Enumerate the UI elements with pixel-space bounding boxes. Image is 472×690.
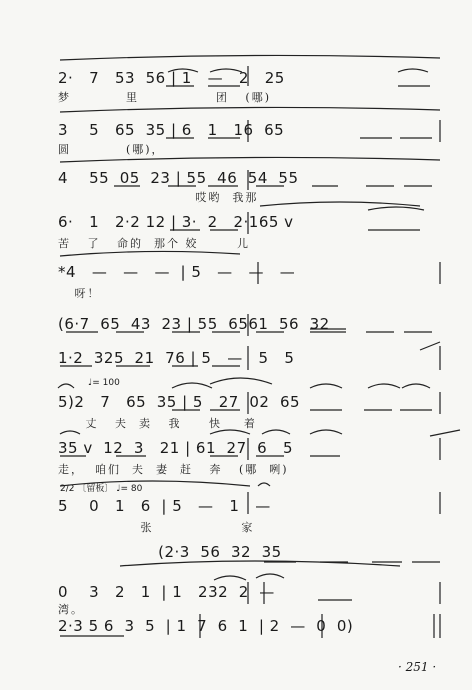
notation-line-11: (2·3 56 32 35	[58, 543, 282, 561]
lyrics-line-1: 梦 里 团 (哪)	[58, 91, 271, 104]
notation-line-5: *4 — — — | 5 — — —	[58, 263, 296, 281]
notation-line-6: (6·7 65 43 23 | 55 6561 56 32	[58, 315, 330, 333]
notation-line-13: 2·3 5 6 3 5 | 1 7 6 1 | 2 — 0 0)	[58, 617, 354, 635]
notation-line-12: 0 3 2 1 | 1 232 2 —	[58, 583, 275, 601]
lyrics-line-4: 苦 了 命的 那个 姣 儿	[58, 237, 250, 250]
notation-line-8: 5)2 7 65 35 | 5 27 02 65	[58, 393, 301, 411]
lyrics-line-10: 张 家	[58, 521, 255, 534]
notation-line-7: 1·2 325 21 76 | 5 — 5 5	[58, 349, 295, 367]
notation-line-10: 5 0 1 6 | 5 — 1 —	[58, 497, 271, 515]
notation-line-2: 3 5 65 35 | 6 1 16 65	[58, 121, 285, 139]
lyrics-line-3: 哎哟 我那	[58, 191, 259, 204]
notation-line-4: 6· 1 2·2 12 | 3· 2 2·165 v	[58, 213, 294, 231]
lyrics-line-12: 湾。	[58, 603, 84, 616]
page-number: · 251 ·	[398, 660, 437, 674]
tempo-mark-100: ♩= 100	[88, 378, 120, 388]
lyrics-line-2: 圆 (哪)，	[58, 143, 165, 156]
notation-line-1: 2· 7 53 56 | 1 — 2 25	[58, 69, 285, 87]
lyrics-line-8: 丈 夫 卖 我 快 着	[58, 417, 257, 430]
notation-line-3: 4 55 05 23 | 55 46 54 55	[58, 169, 299, 187]
lyrics-line-9: 走， 咱们 夫 妻 赶 奔 (哪 咧)	[58, 463, 289, 476]
tempo-mark-80: 2/2 〔留板〕 ♩= 80	[60, 484, 143, 494]
lyrics-line-5: 呀！	[58, 287, 101, 300]
notation-line-9: 35 v 12 3 21 | 61 27 6 5	[58, 439, 294, 457]
